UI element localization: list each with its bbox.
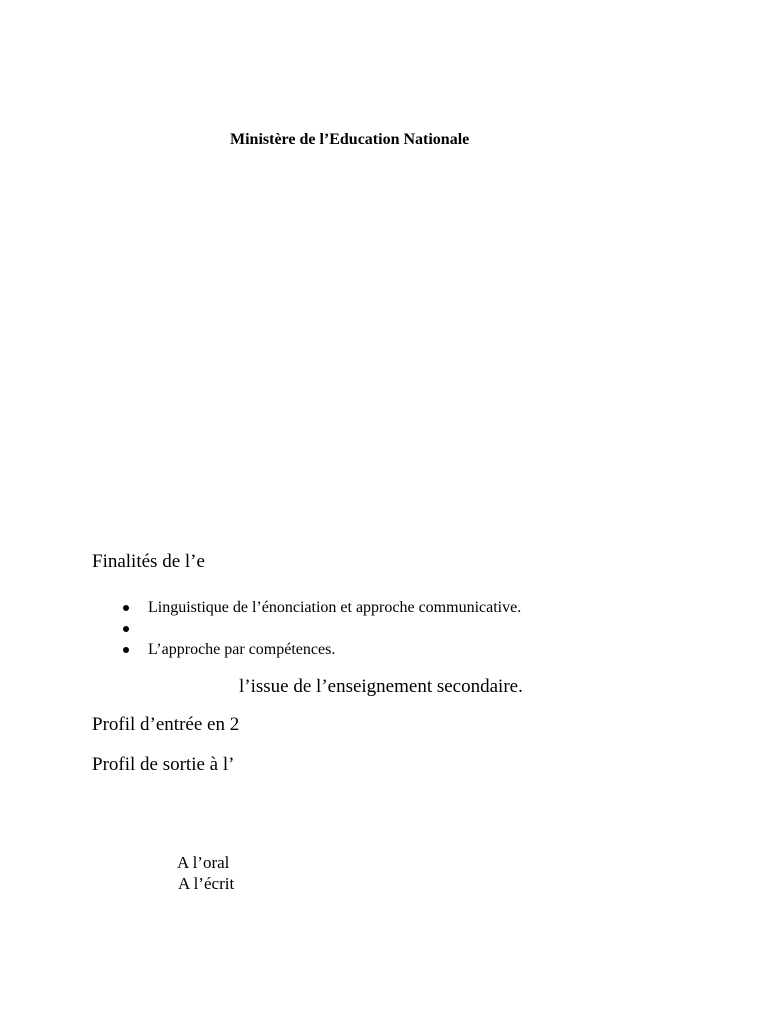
profil-sortie-heading: Profil de sortie à l’ — [92, 754, 235, 775]
bullet-icon — [123, 605, 129, 611]
list-item — [120, 618, 521, 639]
issue-text: l’issue de l’enseignement secondaire. — [239, 676, 523, 697]
list-item-text: L’approche par compétences. — [148, 641, 336, 658]
oral-label: A l’oral — [177, 853, 230, 872]
list-item-text: Linguistique de l’énonciation et approche communicative. — [148, 599, 522, 616]
finalites-heading: Finalités de l’e — [92, 551, 205, 572]
profil-entree-heading: Profil d’entrée en 2 — [92, 714, 240, 735]
bullet-list — [120, 597, 521, 660]
list-item — [120, 597, 521, 618]
bullet-icon — [123, 647, 129, 653]
list-item — [120, 639, 521, 660]
ecrit-label: A l’écrit — [178, 874, 235, 893]
ministry-title: Ministère de l’Education Nationale — [230, 131, 470, 148]
bullet-icon — [123, 626, 129, 632]
